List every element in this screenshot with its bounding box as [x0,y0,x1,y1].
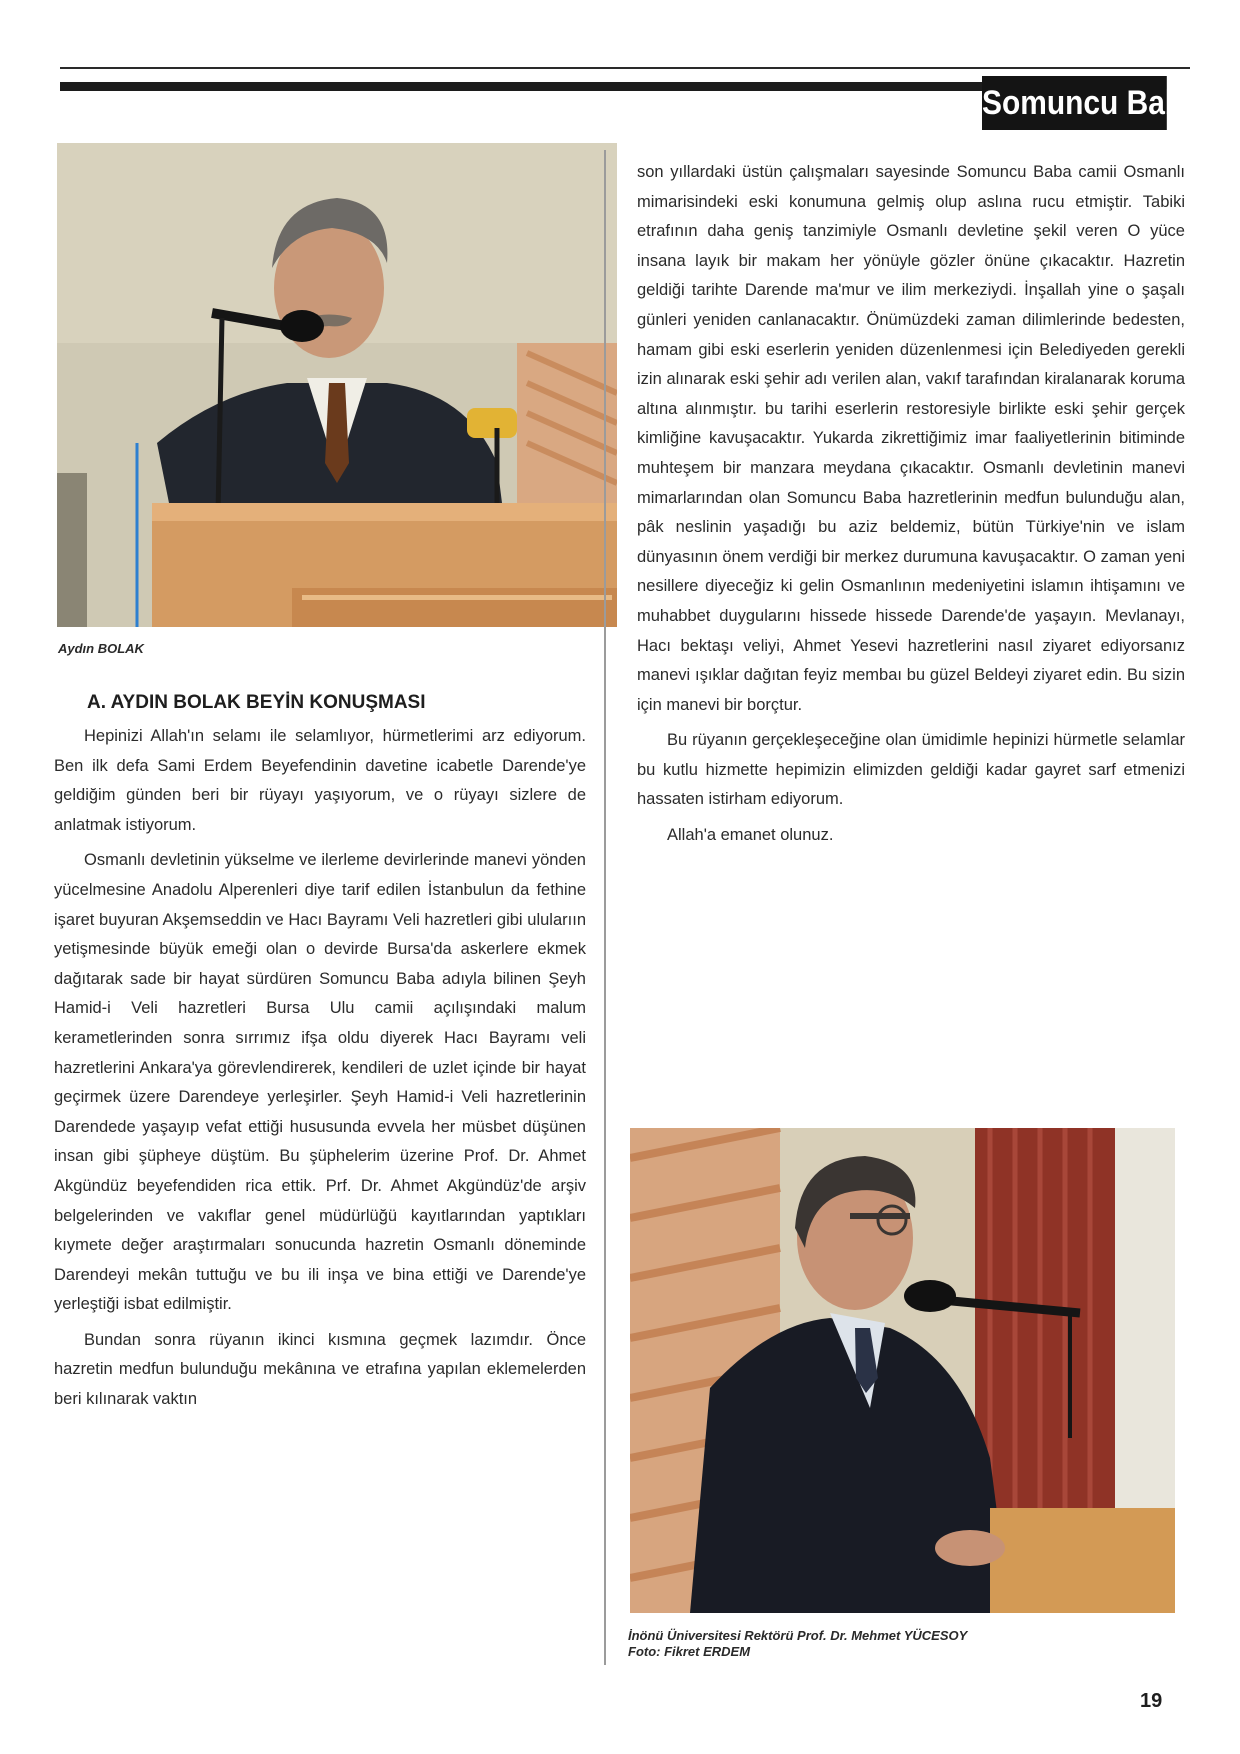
left-paragraph-1: Hepinizi Allah'ın selamı ile selamlıyor, hürmetlerimi arz ediyorum. Ben ilk defa Sami Erdem Beyefendinin davetine icabetle Darende'ye geldiğim günden beri bir rüyayı yaşıyorum, ve o rüyayı sizlere de anlatmak istiyorum. [54,727,586,834]
left-paragraph-3: Bundan sonra rüyanın ikinci kısmına geçmek lazımdır. Önce hazretin medfun bulunduğu mekânına ve etrafına yapılan eklemelerden beri kılınarak vaktın [54,1330,586,1409]
header-thin-rule [60,67,1190,69]
photo-caption-aydin-bolak: Aydın BOLAK [58,641,144,656]
left-paragraph-2: Osmanlı devletinin yükselme ve ilerleme devirlerinde manevi yönden yücelmesine Anadolu Alperenleri diye tarif edilen İstanbulun da fethine işaret buyuran Akşemseddin ve Hacı Bayramı Veli hazretleri gibi ulularıın yetişmesinde büyük emeği olan o devirde Bursa'da askerlere ekmek dağıtarak sade bir hayat sürdüren Somuncu Baba adıyla bilinen Şeyh Hamid-i Veli hazretleri Bursa Ulu camii açılışındaki malum kerametlerinden sonra sırrımız ifşa oldu diyerek Hacı Bayramı veli hazretlerini Ankara'ya görevlendirerek, kendileri de uzlet içinde bir hayat geçirmek üzere Darendeye yerleşirler. Şeyh Hamid-i Veli hazretlerinin Darendede yaşayıp vefat ettiği hususunda evvela her müsbet düşünen insan gibi şüpheye düştüm. Bu şüphelerim üzerine Prof. Dr. Ahmet Akgündüz beyefendiden rica ettik. Prf. Dr. Ahmet Akgündüz'de arşiv belgelerinden ve vakıflar genel müdürlüğü kayıtlarından yaptıkları kıymete değer araştırmaları sonucunda hazretin Osmanlı döneminde Darendeyi mekân tuttuğu ve bu ili inşa ve bina ettiği ve Darende'ye yerleştiği isbat edilmiştir. [54,851,586,1314]
photo-speaker-mehmet-yucesoy [630,1128,1175,1613]
right-paragraph-1: son yıllardaki üstün çalışmaları sayesinde Somuncu Baba camii Osmanlı mimarisindeki eski konumuna gelmiş olup aslına rucu etmiştir. Tabiki etrafının daha geniş tanzimiyle Osmanlı devletine şekil veren O yüce insana layık bir makam her yönüyle gözler önüne çıkacaktır. Hazretin geldiği tarihte Darende ma'mur ve ilim merkeziydi. İnşallah yine o şaşalı günleri yeniden canlanacaktır. Önümüzdeki zaman dilimlerinde bedesten, hamam gibi eski eserlerin yeniden düzenlenmesi için Belediyeden gerekli izin alınarak eski şehir adı verilen alan, vakıf tarafından kiralanarak koruma altına alınmıştır. bu tarihi eserlerin restoresiyle birlikte eski şehir gerçek kimliğine kavuşacaktır. Yukarda zikrettiğimiz imar faaliyetlerinin bitiminde muhteşem bir manzara meydana çıkacaktır. Osmanlı devletinin manevi mimarlarından olan Somuncu Baba hazretlerinin medfun bulunduğu alan, pâk neslinin yaşadığı bu aziz beldemiz, bütün Türkiye'nin ve islam dünyasının önem verdiği bir merkez durumuna kavuşacaktır. O zaman yeni nesillere diyeceğiz ki gelin Osmanlının medeniyetini islamın ihtişamını ve muhabbet duygularını hissede hissede Darende'de yaşayın. Mevlanayı, Hacı bektaşı veliyi, Ahmet Yesevi hazretlerini nasıl ziyaret ediyorsanız manevi ışıklar dağıtan feyiz membaı bu güzel Beldeyi ziyaret edin. Bu sizin için manevi bir borçtur. [637,163,1185,714]
section-title: Somuncu Baba [982,76,1167,130]
caption-line-name: İnönü Üniversitesi Rektörü Prof. Dr. Mehmet YÜCESOY [628,1628,968,1643]
photo-caption-mehmet-yucesoy [628,1628,1188,1660]
article-heading: A. AYDIN BOLAK BEYİN KONUŞMASI [87,692,426,713]
column-divider [604,150,606,1665]
header-thick-rule [60,82,985,91]
page-number: 19 [1140,1690,1163,1712]
right-paragraph-3: Allah'a emanet olunuz. [667,826,834,845]
right-column [637,158,1185,851]
left-column [54,722,586,1415]
photo-speaker-aydin-bolak [57,143,617,627]
right-paragraph-2: Bu rüyanın gerçekleşeceğine olan ümidimle hepinizi hürmetle selamlar bu kutlu hizmette hepimizin elimizden geldiği kadar gayret sarf etmenizi hassaten istirham ediyorum. [637,731,1185,809]
caption-line-photographer: Foto: Fikret ERDEM [628,1644,751,1659]
